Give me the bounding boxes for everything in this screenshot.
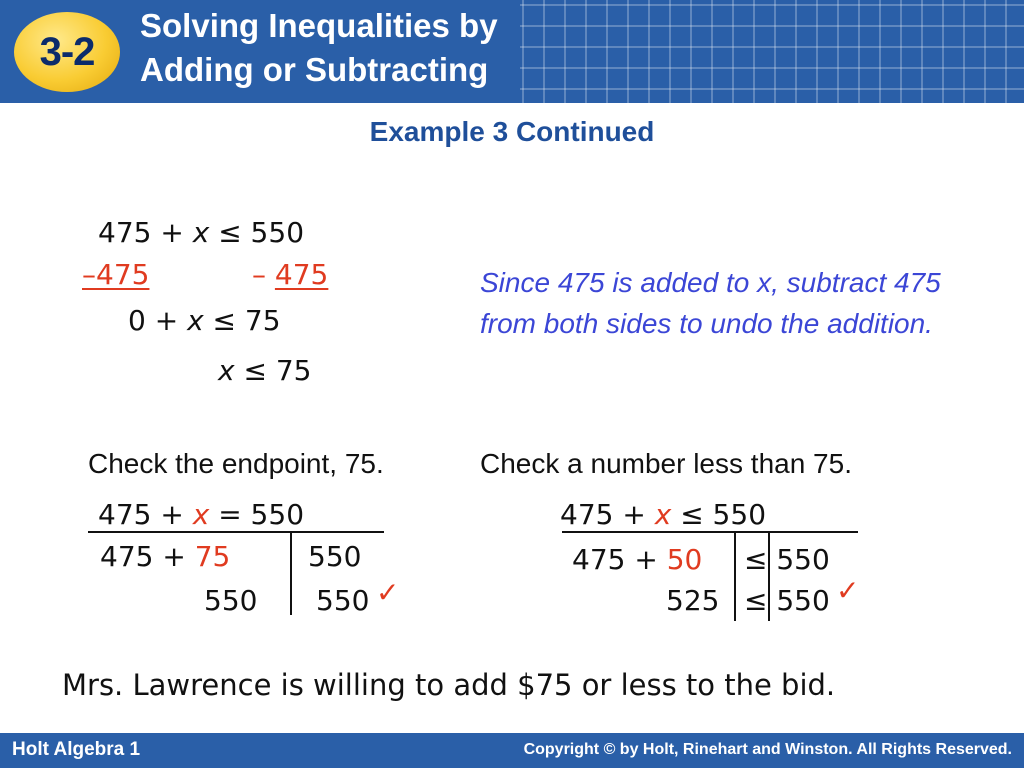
subtract-right-num: 475: [274, 258, 329, 291]
footer-book-title: Holt Algebra 1: [12, 739, 141, 760]
check-less-label: Check a number less than 75.: [480, 448, 852, 479]
example-subtitle: Example 3 Continued: [369, 116, 655, 147]
check-endpoint-divider: [290, 533, 292, 615]
check-endpoint-row2-right: 550: [316, 584, 370, 617]
work-line-1: [98, 216, 304, 250]
check-less-checkmark-icon: ✓: [836, 574, 860, 607]
check-less-divider-left: [734, 533, 736, 621]
check-less-row2-right: ≤ 550: [744, 584, 830, 617]
check-endpoint-equation: [98, 498, 304, 532]
work-line-1-right: ≤ 550: [209, 216, 305, 249]
check-less-eq-right: ≤ 550: [671, 498, 767, 531]
check-endpoint-label: Check the endpoint, 75.: [88, 448, 384, 479]
work-line-1-left: 475 +: [98, 216, 193, 249]
check-endpoint-eq-left: 475 +: [98, 498, 193, 531]
header-grid-pattern: [520, 0, 1024, 103]
check-endpoint-r1-a: 475 +: [100, 540, 195, 573]
lesson-title-line1: Solving Inequalities by: [140, 7, 498, 44]
check-less-row2-left: 525: [666, 584, 720, 617]
work-line-3-left: 0 +: [128, 304, 188, 337]
check-less-rule: [562, 531, 858, 533]
check-endpoint-row1-right: 550: [308, 540, 362, 573]
check-endpoint-row1-left: [100, 540, 230, 574]
work-line-2-right: [252, 258, 328, 292]
lesson-title: [140, 4, 498, 92]
conclusion-text: Mrs. Lawrence is willing to add $75 or less to the bid.: [62, 668, 836, 702]
work-line-3-right: ≤ 75: [203, 304, 281, 337]
lesson-title-line2: Adding or Subtracting: [140, 51, 489, 88]
work-line-3: [128, 304, 281, 338]
footer-copyright: Copyright © by Holt, Rinehart and Winston. All Rights Reserved.: [523, 741, 1012, 758]
work-line-2-left: [82, 258, 149, 292]
work-line-4: [218, 354, 311, 388]
check-endpoint-checkmark-icon: ✓: [376, 576, 400, 609]
check-endpoint-eq-var: x: [192, 498, 210, 531]
check-less-equation: [560, 498, 766, 532]
check-less-eq-var: x: [654, 498, 672, 531]
check-less-row1-right: ≤ 550: [744, 543, 830, 576]
subtract-right-sign: –: [252, 258, 275, 291]
check-endpoint-rule: [88, 531, 384, 533]
lesson-badge: [14, 12, 120, 92]
lesson-number: 3-2: [39, 29, 95, 74]
work-line-1-var: x: [192, 216, 210, 249]
check-less-eq-left: 475 +: [560, 498, 655, 531]
check-endpoint-eq-right: = 550: [209, 498, 305, 531]
check-less-r1-a: 475 +: [572, 543, 667, 576]
footer-bar: [0, 733, 1024, 768]
work-line-4-right: ≤ 75: [234, 354, 312, 387]
subtract-left: –475: [82, 258, 150, 291]
check-less-r1-b: 50: [666, 543, 703, 576]
work-line-3-var: x: [187, 304, 204, 337]
explanation-text: Since 475 is added to x, subtract 475 from both sides to undo the addition.: [480, 267, 941, 339]
check-endpoint-r1-b: 75: [194, 540, 231, 573]
work-line-4-var: x: [218, 354, 235, 387]
check-less-row1-left: [572, 543, 702, 577]
header-bar: [0, 0, 1024, 103]
check-endpoint-row2-left: 550: [204, 584, 258, 617]
